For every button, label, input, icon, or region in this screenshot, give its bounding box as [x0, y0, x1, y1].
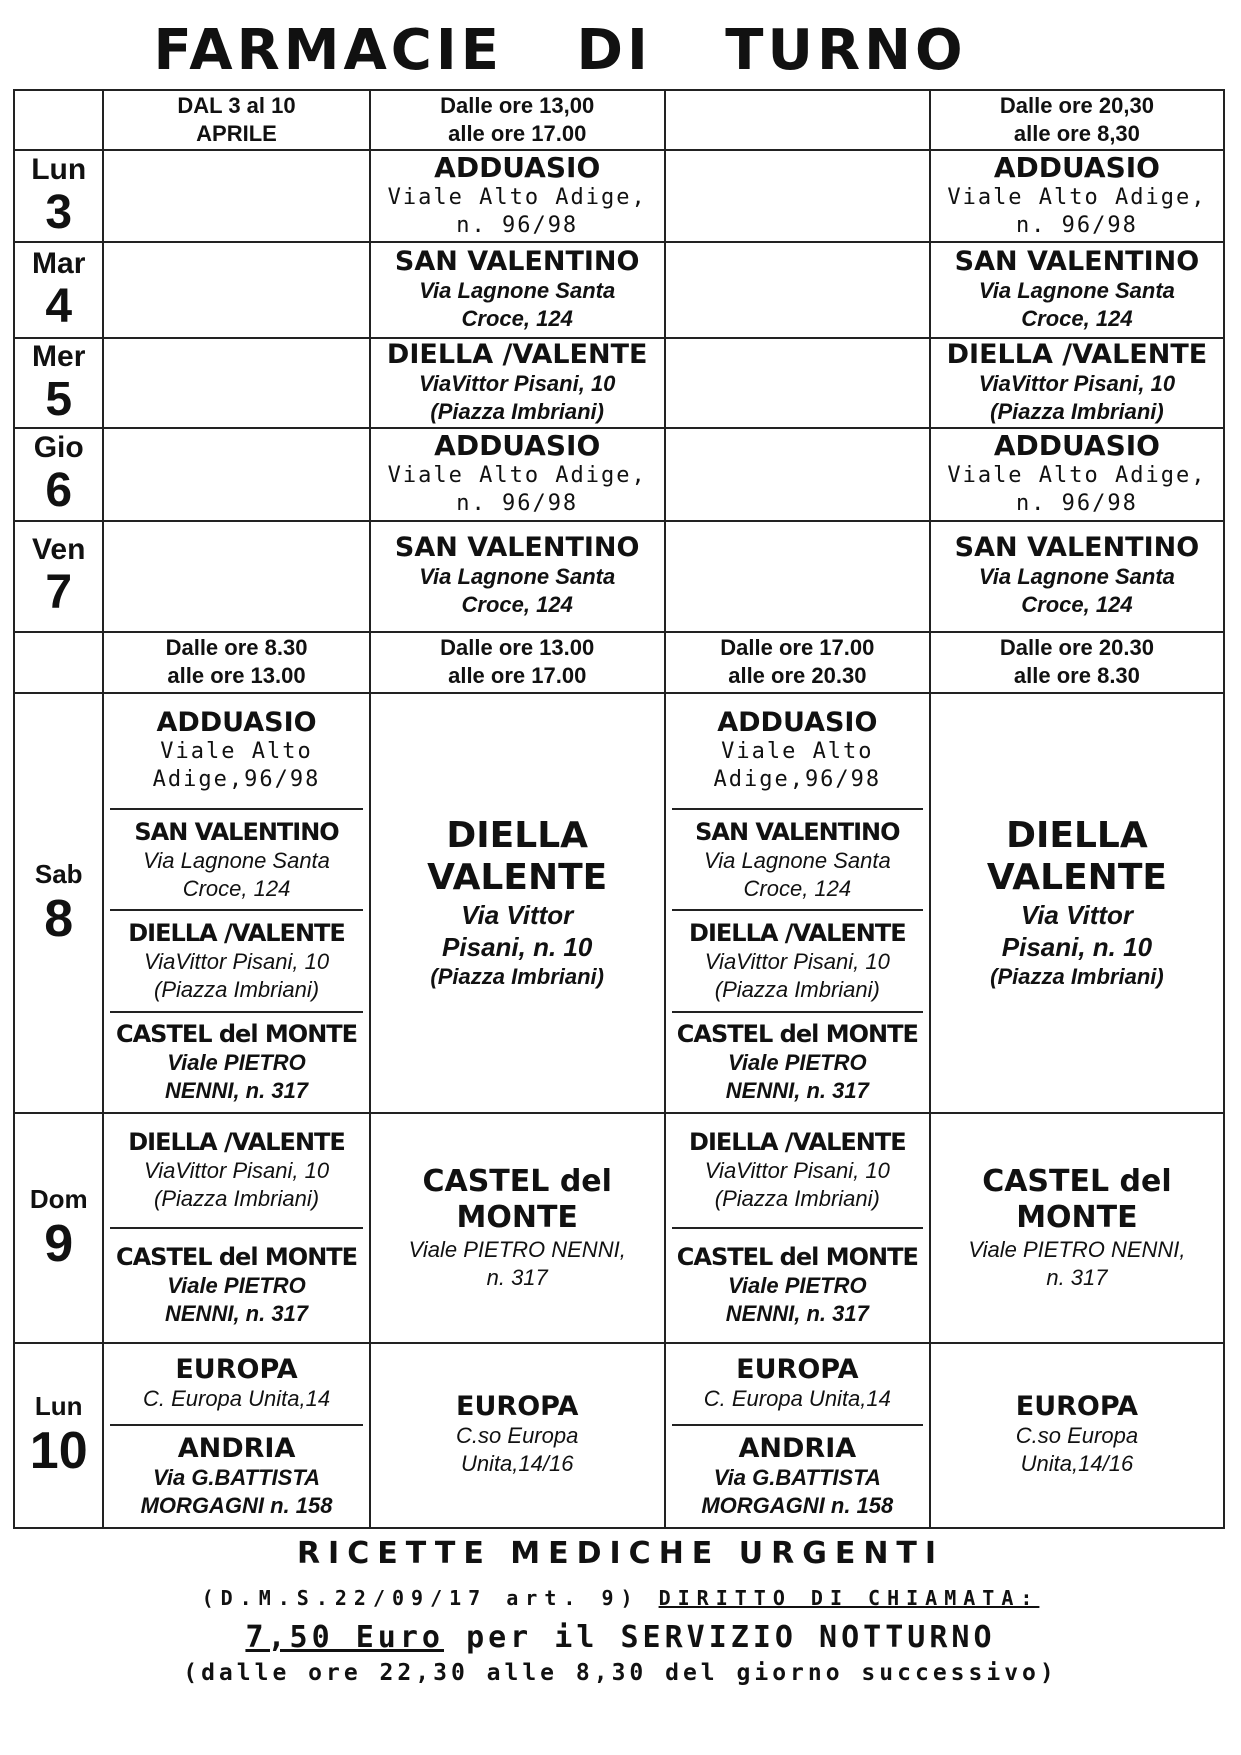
pharmacy-block	[104, 1344, 368, 1424]
pharmacy-name: VALENTE	[986, 856, 1167, 898]
header-row-2	[14, 632, 1224, 694]
pharmacy-address: n. 96/98	[456, 491, 579, 517]
pharmacy-stack-cell	[665, 1343, 930, 1528]
time-header-night	[930, 632, 1224, 694]
pharmacy-cell	[930, 521, 1224, 632]
day-label	[14, 242, 103, 338]
time-to: alle ore 17.00	[448, 663, 587, 689]
pharmacy-block	[110, 1011, 362, 1112]
pharmacy-address: Via Vittor	[1020, 899, 1134, 930]
pharmacy-address: Viale Alto Adige,	[947, 184, 1207, 210]
pharmacy-name: DIELLA /VALENTE	[386, 338, 648, 370]
pharmacy-address: Unita,14/16	[460, 1451, 574, 1477]
header-corner-cell	[14, 632, 103, 694]
pharmacy-name: CASTEL del MONTE	[115, 1243, 358, 1272]
pharmacy-address: Viale Alto Adige,	[387, 463, 647, 489]
empty-cell	[103, 521, 369, 632]
pharmacy-address: Croce, 124	[1021, 305, 1133, 331]
pharmacy-address: ViaVittor Pisani, 10	[704, 948, 890, 974]
pharmacy-address: Pisani, n. 10	[442, 931, 593, 962]
pharmacy-block	[666, 1114, 929, 1227]
pharmacy-name: SAN VALENTINO	[134, 817, 339, 846]
pharmacy-block	[672, 1424, 923, 1527]
day-label	[14, 693, 103, 1112]
pharmacy-name: DIELLA /VALENTE	[946, 338, 1208, 370]
pharmacy-address: n. 96/98	[456, 212, 579, 238]
pharmacy-name: ANDRIA	[738, 1432, 857, 1464]
empty-cell	[665, 521, 930, 632]
pharmacy-address: Via Lagnone Santa	[143, 847, 330, 873]
pharmacy-address: (Piazza Imbriani)	[714, 1186, 880, 1212]
pharmacy-note: (Piazza Imbriani)	[990, 963, 1164, 989]
pharmacy-cell	[930, 242, 1224, 338]
day-name: Mer	[32, 339, 86, 373]
pharmacy-name: CASTEL del MONTE	[115, 1020, 358, 1049]
pharmacy-block	[666, 1344, 929, 1424]
pharmacy-cell	[930, 150, 1224, 243]
time-to: alle ore 20.30	[728, 663, 867, 689]
period-line-1: DAL 3 al 10	[177, 92, 296, 118]
pharmacy-cell	[370, 1113, 665, 1343]
pharmacy-name: SAN VALENTINO	[394, 532, 640, 564]
day-row-mer-5	[14, 338, 1224, 428]
day-name: Gio	[33, 431, 84, 465]
pharmacy-block	[672, 909, 923, 1010]
schedule-table	[13, 89, 1225, 1529]
pharmacy-cell	[370, 150, 665, 243]
pharmacy-stack-cell	[665, 1113, 930, 1343]
decree-reference: (D.M.S.22/09/17 art. 9)	[201, 1586, 640, 1610]
day-name: Mar	[32, 246, 86, 280]
day-number: 5	[45, 372, 73, 426]
pharmacy-address: n. 317	[486, 1264, 548, 1290]
pharmacy-address: Adige,96/98	[713, 767, 882, 793]
day-label	[14, 338, 103, 428]
pharmacy-address: NENNI, n. 317	[165, 1078, 309, 1104]
pharmacy-address: MORGAGNI n. 158	[140, 1492, 333, 1518]
pharmacy-address: NENNI, n. 317	[725, 1301, 869, 1327]
time-header-night	[930, 90, 1224, 150]
pharmacy-name: CASTEL del MONTE	[676, 1020, 918, 1049]
empty-cell	[103, 428, 369, 521]
pharmacy-cell	[930, 1343, 1224, 1528]
day-row-mar-4	[14, 242, 1224, 338]
pharmacy-address: Via Lagnone Santa	[419, 277, 616, 303]
pharmacy-name: DIELLA	[1006, 814, 1148, 856]
pharmacy-address: Viale PIETRO	[167, 1050, 306, 1076]
pharmacy-address: ViaVittor Pisani, 10	[143, 948, 330, 974]
pharmacy-address: Via Lagnone Santa	[419, 564, 616, 590]
time-to: alle ore 13.00	[167, 663, 306, 689]
pharmacy-address: Viale Alto	[721, 739, 874, 765]
pharmacy-address: C.so Europa	[1015, 1423, 1139, 1449]
pharmacy-address: Via G.BATTISTA	[153, 1464, 321, 1490]
pharmacy-name: CASTEL del	[982, 1163, 1172, 1199]
pharmacy-name: ADDUASIO	[993, 150, 1160, 184]
pharmacy-address: Viale PIETRO NENNI,	[408, 1236, 626, 1262]
day-label	[14, 1113, 103, 1343]
pharmacy-block	[104, 694, 368, 808]
pharmacy-name: SAN VALENTINO	[695, 817, 900, 846]
pharmacy-address: (Piazza Imbriani)	[154, 976, 320, 1002]
pharmacy-cell	[930, 428, 1224, 521]
day-number: 7	[45, 566, 73, 620]
time-from: Dalle ore 17.00	[720, 635, 875, 661]
pharmacy-name: EUROPA	[175, 1354, 298, 1386]
pharmacy-name: DIELLA /VALENTE	[689, 1128, 906, 1157]
pharmacy-address: Via G.BATTISTA	[713, 1464, 881, 1490]
day-row-gio-6	[14, 428, 1224, 521]
pharmacy-cell	[370, 242, 665, 338]
pharmacy-address: Viale Alto	[160, 739, 313, 765]
pharmacy-address: Croce, 124	[743, 875, 852, 901]
decree-reference-line	[0, 1586, 1241, 1610]
pharmacy-stack-cell	[103, 1113, 369, 1343]
pharmacy-stack-cell	[665, 693, 930, 1112]
day-label	[14, 150, 103, 243]
pharmacy-address: Via Lagnone Santa	[978, 277, 1175, 303]
day-number: 3	[45, 185, 73, 239]
pharmacy-address: ViaVittor Pisani, 10	[418, 370, 616, 396]
pharmacy-name: ANDRIA	[177, 1432, 296, 1464]
pharmacy-cell	[370, 338, 665, 428]
pharmacy-address: Croce, 124	[182, 875, 291, 901]
pharmacy-address: n. 96/98	[1015, 212, 1138, 238]
pharmacy-address: Via Lagnone Santa	[978, 564, 1175, 590]
pharmacy-address: (Piazza Imbriani)	[990, 398, 1164, 424]
pharmacy-address: Adige,96/98	[152, 767, 321, 793]
pharmacy-name: MONTE	[1016, 1199, 1138, 1235]
pharmacy-address: C. Europa Unita,14	[142, 1386, 331, 1412]
pharmacy-block	[110, 909, 362, 1010]
pharmacy-name: ADDUASIO	[156, 707, 317, 739]
pharmacy-name: SAN VALENTINO	[394, 245, 640, 277]
urgent-prescriptions-heading: RICETTE MEDICHE URGENTI	[296, 1536, 945, 1571]
pharmacy-address: Croce, 124	[461, 592, 573, 618]
time-header-afternoon	[370, 90, 665, 150]
pharmacy-address: n. 96/98	[1015, 491, 1138, 517]
pharmacy-address: Pisani, n. 10	[1001, 931, 1153, 962]
day-number: 4	[45, 279, 73, 333]
day-name: Dom	[29, 1183, 88, 1214]
pharmacy-name: DIELLA	[446, 814, 588, 856]
pharmacy-name: VALENTE	[427, 856, 608, 898]
pharmacy-address: Croce, 124	[1021, 592, 1133, 618]
pharmacy-address: Via Vittor	[461, 899, 574, 930]
pharmacy-name: ADDUASIO	[434, 429, 601, 463]
day-row-lun-10	[14, 1343, 1224, 1528]
pharmacy-name: EUROPA	[736, 1354, 859, 1386]
empty-cell	[665, 150, 930, 243]
empty-cell	[665, 242, 930, 338]
empty-cell	[103, 150, 369, 243]
pharmacy-address: (Piazza Imbriani)	[430, 398, 604, 424]
pharmacy-name: DIELLA /VALENTE	[128, 918, 345, 947]
pharmacy-address: Viale PIETRO NENNI,	[968, 1236, 1186, 1262]
day-row-ven-7	[14, 521, 1224, 632]
pharmacy-cell	[370, 693, 665, 1112]
header-corner-cell	[14, 90, 103, 150]
pharmacy-address: C.so Europa	[456, 1423, 579, 1449]
empty-cell	[103, 338, 369, 428]
time-from: Dalle ore 8.30	[165, 635, 308, 661]
time-from: Dalle ore 13,00	[440, 92, 595, 118]
pharmacy-name: SAN VALENTINO	[954, 532, 1200, 564]
day-label	[14, 1343, 103, 1528]
pharmacy-block	[104, 1114, 368, 1227]
time-from: Dalle ore 20.30	[999, 635, 1154, 661]
pharmacy-block	[110, 1227, 362, 1342]
pharmacy-address: Viale Alto Adige,	[947, 463, 1207, 489]
pharmacy-address: ViaVittor Pisani, 10	[143, 1158, 330, 1184]
pharmacy-note: (Piazza Imbriani)	[430, 963, 604, 989]
pharmacy-stack-cell	[103, 693, 369, 1112]
day-name: Sab	[34, 858, 83, 889]
pharmacy-address: C. Europa Unita,14	[703, 1386, 891, 1412]
time-from: Dalle ore 20,30	[999, 92, 1154, 118]
time-to: alle ore 17.00	[448, 120, 587, 146]
pharmacy-address: NENNI, n. 317	[725, 1078, 869, 1104]
pharmacy-cell	[930, 1113, 1224, 1343]
pharmacy-address: ViaVittor Pisani, 10	[978, 370, 1176, 396]
pharmacy-name: SAN VALENTINO	[954, 245, 1200, 277]
pharmacy-address: Unita,14/16	[1020, 1451, 1134, 1477]
day-number: 9	[44, 1214, 74, 1273]
pharmacy-name: ADDUASIO	[434, 150, 601, 184]
empty-cell	[665, 428, 930, 521]
pharmacy-block	[110, 808, 362, 909]
day-name: Ven	[32, 533, 86, 567]
pharmacy-cell	[370, 428, 665, 521]
pharmacy-cell	[370, 521, 665, 632]
day-name: Lun	[34, 1391, 83, 1422]
time-header-evening	[665, 632, 930, 694]
pharmacy-block	[672, 1011, 923, 1112]
day-number: 10	[29, 1422, 88, 1481]
time-header-afternoon	[370, 632, 665, 694]
pharmacy-address: (Piazza Imbriani)	[714, 976, 880, 1002]
empty-cell	[103, 242, 369, 338]
pharmacy-name: CASTEL del MONTE	[676, 1243, 918, 1272]
empty-cell	[665, 338, 930, 428]
fee-description: per il SERVIZIO NOTTURNO	[466, 1620, 996, 1655]
pharmacy-cell	[930, 693, 1224, 1112]
pharmacy-address: Viale Alto Adige,	[387, 184, 647, 210]
pharmacy-address: Via Lagnone Santa	[703, 847, 891, 873]
pharmacy-name: ADDUASIO	[717, 707, 878, 739]
pharmacy-block	[672, 808, 923, 909]
pharmacy-name: EUROPA	[1015, 1391, 1139, 1423]
pharmacy-name: CASTEL del	[422, 1163, 612, 1199]
day-row-sab-8	[14, 693, 1224, 1112]
day-label	[14, 521, 103, 632]
call-fee-label: DIRITTO DI CHIAMATA:	[658, 1586, 1040, 1610]
day-row-dom-9	[14, 1113, 1224, 1343]
pharmacy-address: Viale PIETRO	[728, 1273, 867, 1299]
time-from: Dalle ore 13.00	[440, 635, 595, 661]
pharmacy-address: NENNI, n. 317	[165, 1301, 309, 1327]
pharmacy-name: ADDUASIO	[993, 429, 1160, 463]
time-header-morning	[103, 632, 369, 694]
pharmacy-cell	[930, 338, 1224, 428]
pharmacy-block	[110, 1424, 362, 1527]
pharmacy-address: MORGAGNI n. 158	[701, 1492, 894, 1518]
day-label	[14, 428, 103, 521]
period-line-2: APRILE	[196, 120, 277, 146]
day-number: 6	[45, 464, 73, 518]
page-title: FARMACIE DI TURNO	[153, 18, 967, 83]
pharmacy-block	[672, 1227, 923, 1342]
time-to: alle ore 8,30	[1013, 120, 1140, 146]
pharmacy-address: n. 317	[1046, 1264, 1108, 1290]
time-to: alle ore 8.30	[1013, 663, 1140, 689]
header-row-1	[14, 90, 1224, 150]
pharmacy-name: EUROPA	[456, 1391, 579, 1423]
period-header	[103, 90, 369, 150]
pharmacy-address: (Piazza Imbriani)	[154, 1186, 320, 1212]
night-service-hours: (dalle ore 22,30 alle 8,30 del giorno successivo)	[183, 1660, 1058, 1686]
day-number: 8	[44, 889, 74, 948]
pharmacy-name: DIELLA /VALENTE	[689, 918, 906, 947]
pharmacy-name: MONTE	[456, 1199, 578, 1235]
pharmacy-address: Viale PIETRO	[728, 1050, 867, 1076]
night-service-fee-line	[0, 1620, 1241, 1655]
pharmacy-address: Viale PIETRO	[167, 1273, 306, 1299]
pharmacy-stack-cell	[103, 1343, 369, 1528]
pharmacy-address: Croce, 124	[461, 305, 573, 331]
fee-amount: 7,50 Euro	[245, 1620, 444, 1655]
pharmacy-block	[666, 694, 929, 808]
pharmacy-address: ViaVittor Pisani, 10	[704, 1158, 890, 1184]
header-empty-cell	[665, 90, 930, 150]
day-row-lun-3	[14, 150, 1224, 243]
pharmacy-cell	[370, 1343, 665, 1528]
day-name: Lun	[31, 152, 87, 186]
pharmacy-name: DIELLA /VALENTE	[128, 1128, 345, 1157]
